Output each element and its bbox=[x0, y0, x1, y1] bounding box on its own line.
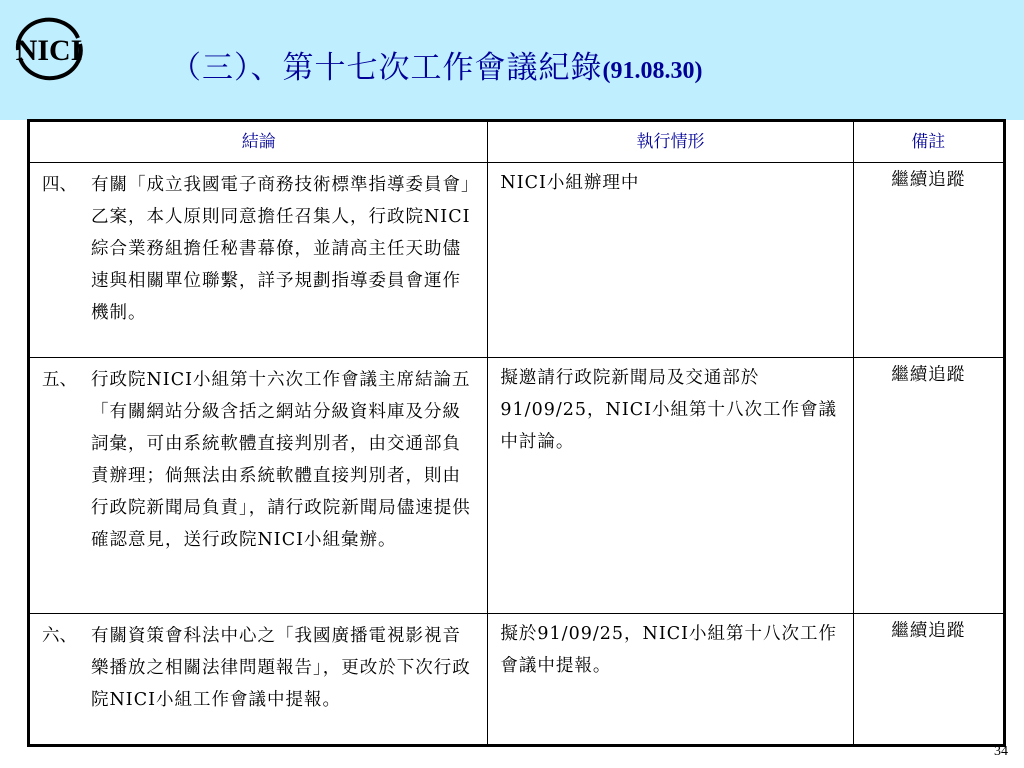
status-cell: 擬邀請行政院新聞局及交通部於91/09/25，NICI小組第十八次工作會議中討論。 bbox=[488, 358, 853, 614]
table-row bbox=[29, 163, 1005, 358]
header-note: 備註 bbox=[853, 121, 1004, 163]
conclusion-text: 有關資策會科法中心之「我國廣播電視影視音樂播放之相關法律問題報告」，更改於下次行政院NICI小組工作會議中提報。 bbox=[91, 626, 471, 710]
table-header-row bbox=[29, 121, 1005, 163]
minutes-table bbox=[27, 119, 1006, 747]
note-cell: 繼續追蹤 bbox=[853, 163, 1004, 358]
item-prefix: 五、 bbox=[42, 370, 77, 390]
note-cell: 繼續追蹤 bbox=[853, 358, 1004, 614]
conclusion-cell bbox=[29, 614, 488, 746]
header-conclusion: 結論 bbox=[29, 121, 488, 163]
table-row bbox=[29, 614, 1005, 746]
conclusion-cell bbox=[29, 163, 488, 358]
conclusion-text: 行政院NICI小組第十六次工作會議主席結論五「有關網站分級含括之網站分級資料庫及分級詞彙，可由系統軟體直接判別者，由交通部負責辦理；倘無法由系統軟體直接判別者，則由行政院新聞局負責」，請行政院新聞局儘速提供確認意見，送行政院NICI小組彙辦。 bbox=[91, 370, 471, 550]
nici-logo bbox=[8, 14, 90, 82]
title-text: （三）、第十七次工作會議紀錄 bbox=[170, 50, 603, 86]
header-status: 執行情形 bbox=[488, 121, 853, 163]
slide-title bbox=[170, 42, 702, 98]
item-prefix: 六、 bbox=[42, 626, 77, 646]
table-row bbox=[29, 358, 1005, 614]
conclusion-text: 有關「成立我國電子商務技術標準指導委員會」乙案，本人原則同意擔任召集人，行政院NICI綜合業務組擔任秘書幕僚，並請高主任天助儘速與相關單位聯繫，詳予規劃指導委員會運作機制。 bbox=[91, 175, 471, 323]
slide-header bbox=[0, 0, 1024, 120]
status-cell: NICI小組辦理中 bbox=[488, 163, 853, 358]
logo-text: NICI bbox=[15, 34, 83, 67]
conclusion-cell bbox=[29, 358, 488, 614]
item-prefix: 四、 bbox=[42, 175, 77, 195]
status-cell: 擬於91/09/25，NICI小組第十八次工作會議中提報。 bbox=[488, 614, 853, 746]
page-number: 34 bbox=[994, 744, 1008, 759]
title-date: (91.08.30) bbox=[602, 58, 703, 84]
note-cell: 繼續追蹤 bbox=[853, 614, 1004, 746]
